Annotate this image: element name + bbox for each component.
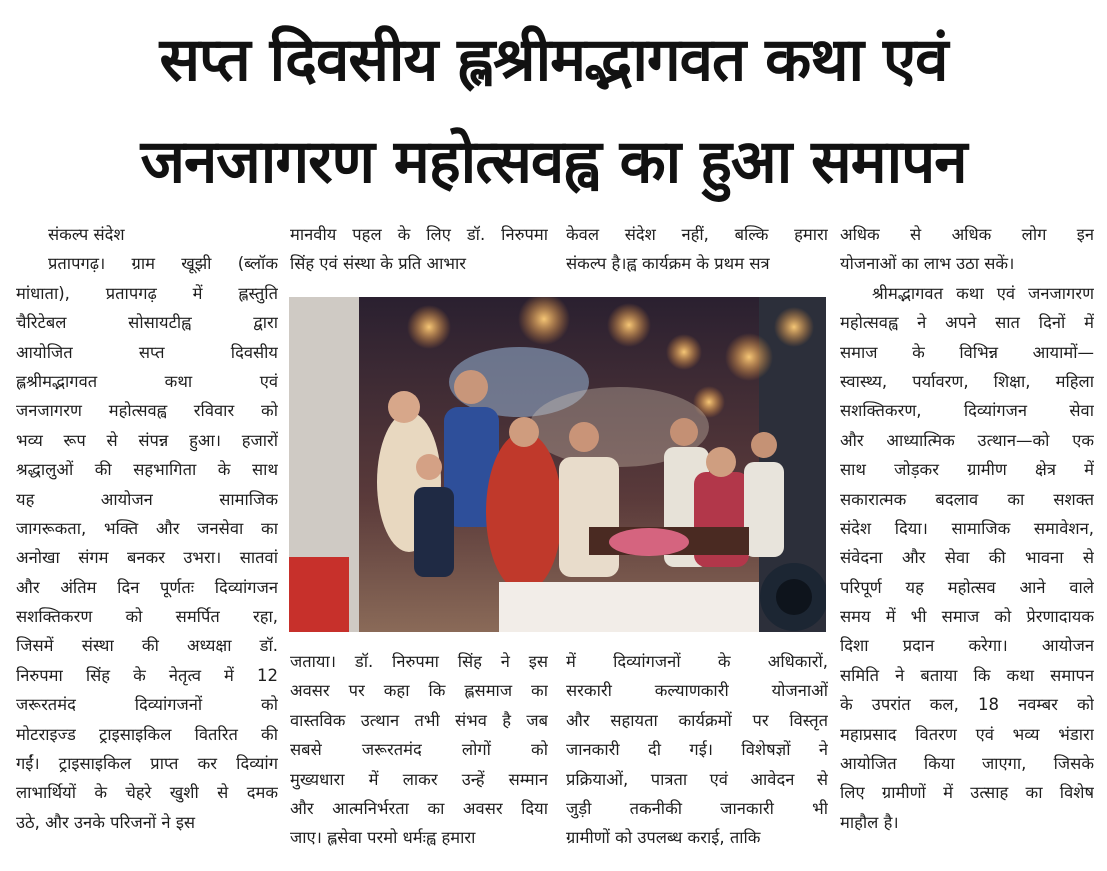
article-line: अवसर पर कहा कि ह्लसमाज का	[290, 681, 548, 701]
article-line: सशक्तिकरण को समर्पित रहा,	[16, 607, 278, 627]
article-line: निरुपमा सिंह के नेतृत्व में 12	[16, 665, 278, 685]
article-line: सरकारी कल्याणकारी योजनाओं	[566, 681, 828, 701]
article-line: माहौल है।	[840, 812, 899, 832]
article-line: लिए ग्रामीणों में उत्साह का विशेष	[840, 783, 1094, 803]
article-line: अधिक से अधिक लोग इन	[840, 225, 1094, 244]
article-line: संवेदना और सेवा की भावना से	[840, 548, 1094, 568]
article-line: संदेश दिया। सामाजिक समावेशन,	[840, 518, 1094, 538]
article-line: यह आयोजन सामाजिक	[16, 489, 278, 509]
article-line: ह्लश्रीमद्भागवत कथा एवं	[16, 371, 278, 391]
article-line: जुड़ी तकनीकी जानकारी भी	[566, 798, 828, 818]
article-line: योजनाओं का लाभ उठा सकें।	[840, 254, 1015, 274]
article-line: महाप्रसाद वितरण एवं भव्य भंडारा	[840, 724, 1094, 744]
article-line: और सहायता कार्यक्रमों पर विस्तृत	[566, 710, 828, 730]
article-column-3-bottom	[566, 647, 828, 853]
article-line: समिति ने बताया कि कथा समापन	[840, 665, 1094, 685]
article-line: समय में भी समाज को प्रेरणादायक	[840, 607, 1094, 627]
article-column-2-bottom	[290, 647, 548, 853]
article-line: जनजागरण महोत्सवह्व रविवार को	[16, 401, 278, 421]
article-line: और अंतिम दिन पूर्णतः दिव्यांगजन	[16, 577, 278, 597]
article-line: श्रीमद्भागवत कथा एवं जनजागरण	[872, 283, 1094, 303]
article-column-4	[840, 220, 1094, 837]
article-line: लाभार्थियों के चेहरे खुशी से दमक	[16, 783, 278, 803]
article-line: आयोजित सप्त दिवसीय	[16, 342, 278, 362]
article-line: समाज के विभिन्न आयामों—	[840, 342, 1094, 362]
article-line: और आत्मनिर्भरता का अवसर दिया	[290, 798, 548, 818]
article-line: महोत्सवह्व ने अपने सात दिनों में	[840, 313, 1094, 333]
headline-line-1: सप्त दिवसीय ह्लश्रीमद्भागवत कथा एवं	[159, 25, 948, 95]
headline-line-2: जनजागरण महोत्सवह्व का हुआ समापन	[140, 127, 967, 197]
article-line: उठे, और उनके परिजनों ने इस	[16, 812, 196, 832]
article-line: के उपरांत कल, 18 नवम्बर को	[840, 695, 1094, 715]
event-photo	[289, 297, 826, 632]
article-line: वास्तविक उत्थान तभी संभव है जब	[290, 710, 548, 730]
article-line: जाए। ह्लसेवा परमो धर्मःह्व हमारा	[290, 828, 476, 848]
article-line: मुख्यधारा में लाकर उन्हें सम्मान	[290, 769, 548, 789]
article-line: जानकारी दी गई। विशेषज्ञों ने	[566, 740, 828, 760]
stage-scene-illustration	[289, 297, 826, 632]
article-line: जताया। डॉ. निरुपमा सिंह ने इस	[290, 652, 548, 671]
article-line: स्वास्थ्य, पर्यावरण, शिक्षा, महिला	[840, 371, 1094, 391]
article-line: सिंह एवं संस्था के प्रति आभार	[290, 254, 466, 274]
article-line: गईं। ट्राइसाइकिल प्राप्त कर दिव्यांग	[16, 754, 278, 774]
article-line: जागरूकता, भक्ति और जनसेवा का	[16, 518, 278, 538]
article-line: जिसमें संस्था की अध्यक्षा डॉ.	[16, 636, 278, 656]
article-line: संकल्प संदेश	[48, 225, 125, 244]
article-line: प्रतापगढ़। ग्राम खूझी (ब्लॉक	[48, 254, 278, 274]
article-line: मांधाता), प्रतापगढ़ में ह्लस्तुति	[16, 283, 278, 303]
article-line: में दिव्यांगजनों के अधिकारों,	[566, 652, 828, 671]
article-line: प्रक्रियाओं, पात्रता एवं आवेदन से	[566, 769, 828, 789]
article-column-1	[16, 220, 278, 837]
article-line: चैरिटेबल सोसायटीह्व द्वारा	[16, 313, 278, 333]
article-line: संकल्प है।ह्व कार्यक्रम के प्रथम सत्र	[566, 254, 770, 274]
article-line: सबसे जरूरतमंद लोगों को	[290, 740, 548, 760]
article-line: मोटराइज्ड ट्राइसाइकिल वितरित की	[16, 724, 278, 744]
article-line: भव्य रूप से संपन्न हुआ। हजारों	[16, 430, 278, 450]
article-line: जरूरतमंद दिव्यांगजनों को	[16, 695, 278, 715]
article-line: केवल संदेश नहीं, बल्कि हमारा	[566, 225, 828, 244]
article-line: ग्रामीणों को उपलब्ध कराई, ताकि	[566, 828, 761, 848]
article-column-2-top	[290, 220, 548, 279]
article-column-3-top	[566, 220, 828, 279]
article-line: दिशा प्रदान करेगा। आयोजन	[840, 636, 1094, 656]
article-line: सशक्तिकरण, दिव्यांगजन सेवा	[840, 401, 1094, 421]
article-line: मानवीय पहल के लिए डॉ. निरुपमा	[290, 225, 548, 244]
article-line: श्रद्धालुओं की सहभागिता के साथ	[16, 460, 278, 480]
article-line: अनोखा संगम बनकर उभरा। सातवां	[16, 548, 278, 568]
article-line: और आध्यात्मिक उत्थान—को एक	[840, 430, 1094, 450]
article-line: सकारात्मक बदलाव का सशक्त	[840, 489, 1094, 509]
article-line: परिपूर्ण यह महोत्सव आने वाले	[840, 577, 1094, 597]
article-line: साथ जोड़कर ग्रामीण क्षेत्र में	[840, 460, 1094, 480]
article-line: आयोजित किया जाएगा, जिसके	[840, 754, 1094, 774]
